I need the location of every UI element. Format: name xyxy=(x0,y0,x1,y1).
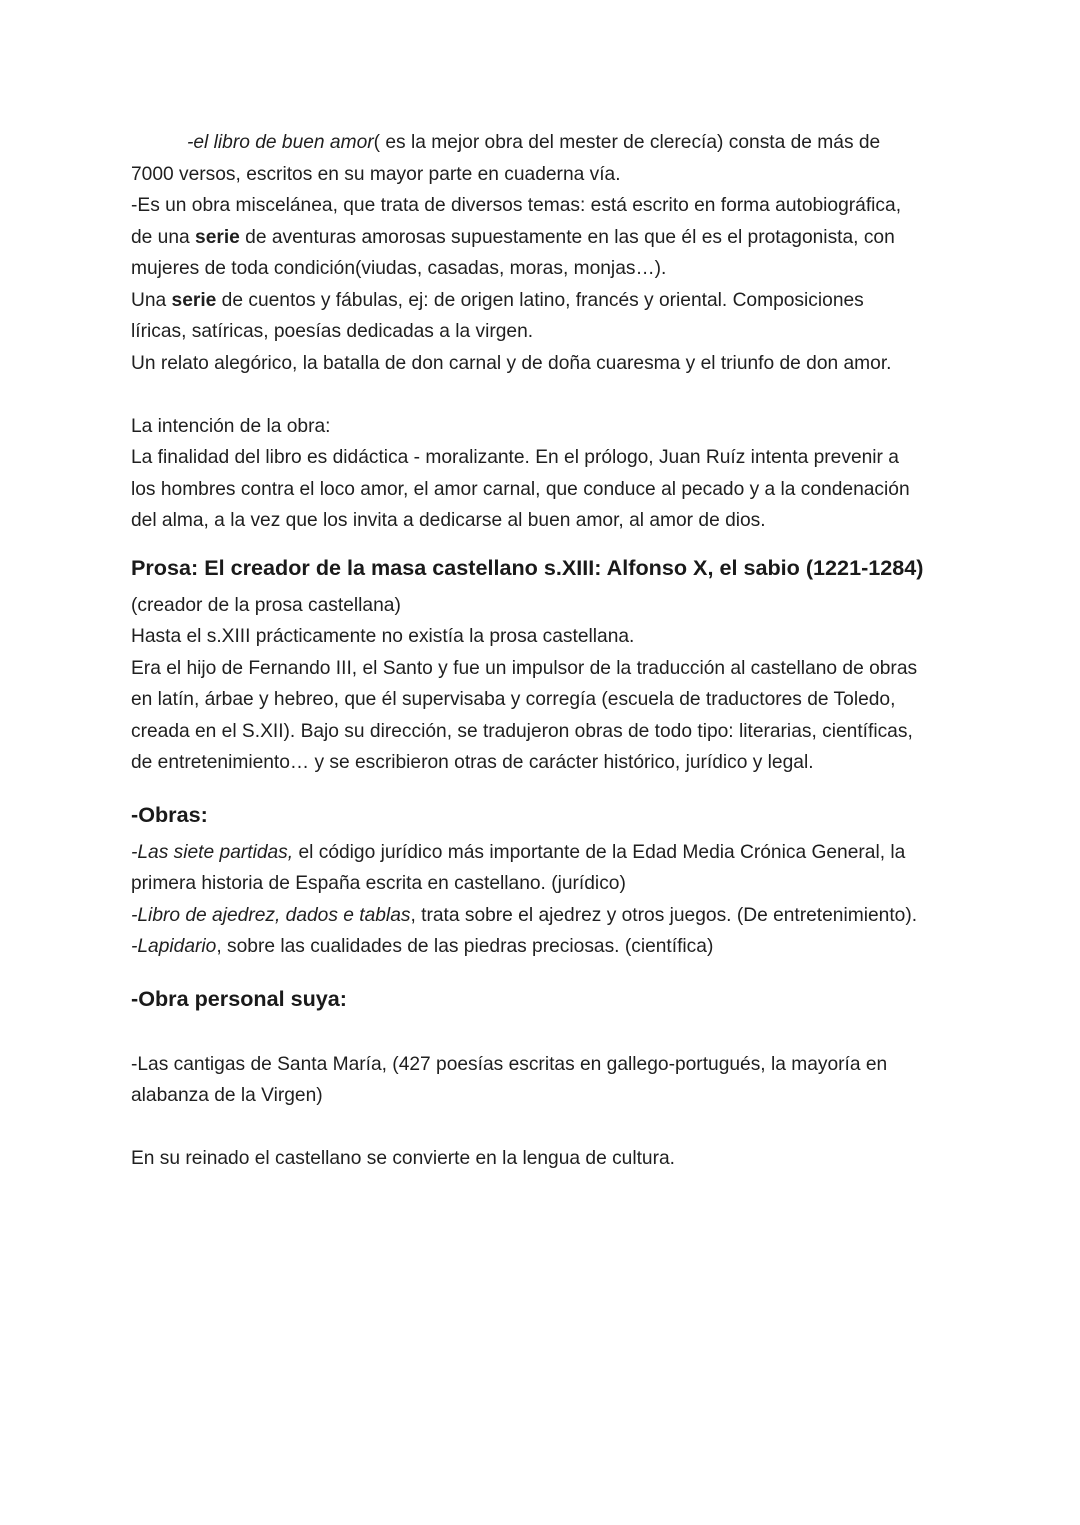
text-line: alabanza de la Virgen) xyxy=(131,1085,323,1106)
prosa-paragraph xyxy=(131,590,961,779)
list-item: -Libro de ajedrez, dados e tablas, trata sobre el ajedrez y otros juegos. (De entretenimiento). xyxy=(131,904,918,926)
final-paragraph xyxy=(131,1143,961,1175)
text-line: los hombres contra el loco amor, el amor carnal, que conduce al pecado y a la condenación xyxy=(131,478,910,500)
text-line: líricas, satíricas, poesías dedicadas a la virgen. xyxy=(131,321,534,342)
text-line: (creador de la prosa castellana) xyxy=(131,594,401,616)
text-line: de una serie de aventuras amorosas supuestamente en las que él es el protagonista, con xyxy=(131,226,895,248)
obra-personal-heading: -Obra personal suya: xyxy=(131,985,348,1011)
intencion-paragraph xyxy=(131,411,961,537)
work-title-italic: -el libro de buen amor xyxy=(187,132,374,153)
text-line: Era el hijo de Fernando III, el Santo y fue un impulsor de la traducción al castellano de obras xyxy=(131,657,918,679)
bold-word: serie xyxy=(171,289,217,311)
text-line: -el libro de buen amor( es la mejor obra del mester de clerecía) consta de más de xyxy=(187,132,881,153)
text-line: En su reinado el castellano se convierte en la lengua de cultura. xyxy=(131,1148,675,1169)
text-line: primera historia de España escrita en castellano. (jurídico) xyxy=(131,873,626,894)
prosa-heading: Prosa: El creador de la masa castellano s.XIII: Alfonso X, el sabio (1221-1284) xyxy=(131,554,924,580)
intencion-title: La intención de la obra: xyxy=(131,415,331,437)
document-page xyxy=(131,127,961,1175)
work-title-italic: -Libro de ajedrez, dados e tablas xyxy=(131,904,411,926)
text-line: en latín, árbae y hebreo, que él supervisaba y corregía (escuela de traductores de Toledo, xyxy=(131,689,896,710)
text-line: de entretenimiento… y se escribieron otras de carácter histórico, jurídico y legal. xyxy=(131,752,814,773)
list-item: -Las siete partidas, el código jurídico más importante de la Edad Media Crónica General, la xyxy=(131,841,906,863)
text-line: -Las cantigas de Santa María, (427 poesías escritas en gallego-portugués, la mayoría en xyxy=(131,1053,888,1075)
work-title-italic: -Lapidario xyxy=(131,936,217,957)
work-title-italic: -Las siete partidas, xyxy=(131,841,294,863)
obras-heading: -Obras: xyxy=(131,801,208,827)
libro-buen-amor-paragraph xyxy=(131,127,961,379)
text-line: Hasta el s.XIII prácticamente no existía la prosa castellana. xyxy=(131,626,635,647)
text-line: La finalidad del libro es didáctica - moralizante. En el prólogo, Juan Ruíz intenta prevenir a xyxy=(131,447,899,468)
spacer xyxy=(131,1112,961,1144)
text-line: Una serie de cuentos y fábulas, ej: de origen latino, francés y oriental. Composiciones xyxy=(131,289,864,311)
text-line: mujeres de toda condición(viudas, casadas, moras, monjas…). xyxy=(131,258,667,279)
obras-list xyxy=(131,837,961,963)
text-line: 7000 versos, escritos en su mayor parte en cuaderna vía. xyxy=(131,163,621,185)
text-line: creada en el S.XII). Bajo su dirección, se tradujeron obras de todo tipo: literarias, científicas, xyxy=(131,720,913,742)
text-line: del alma, a la vez que los invita a dedicarse al buen amor, al amor de dios. xyxy=(131,510,766,531)
list-item: -Lapidario, sobre las cualidades de las piedras preciosas. (científica) xyxy=(131,936,714,957)
text-line: -Es un obra miscelánea, que trata de diversos temas: está escrito en forma autobiográfica, xyxy=(131,195,902,216)
spacer xyxy=(131,379,961,411)
text-line: Un relato alegórico, la batalla de don carnal y de doña cuaresma y el triunfo de don amor. xyxy=(131,352,892,374)
bold-word: serie xyxy=(195,226,240,248)
cantigas-paragraph xyxy=(131,1049,961,1112)
